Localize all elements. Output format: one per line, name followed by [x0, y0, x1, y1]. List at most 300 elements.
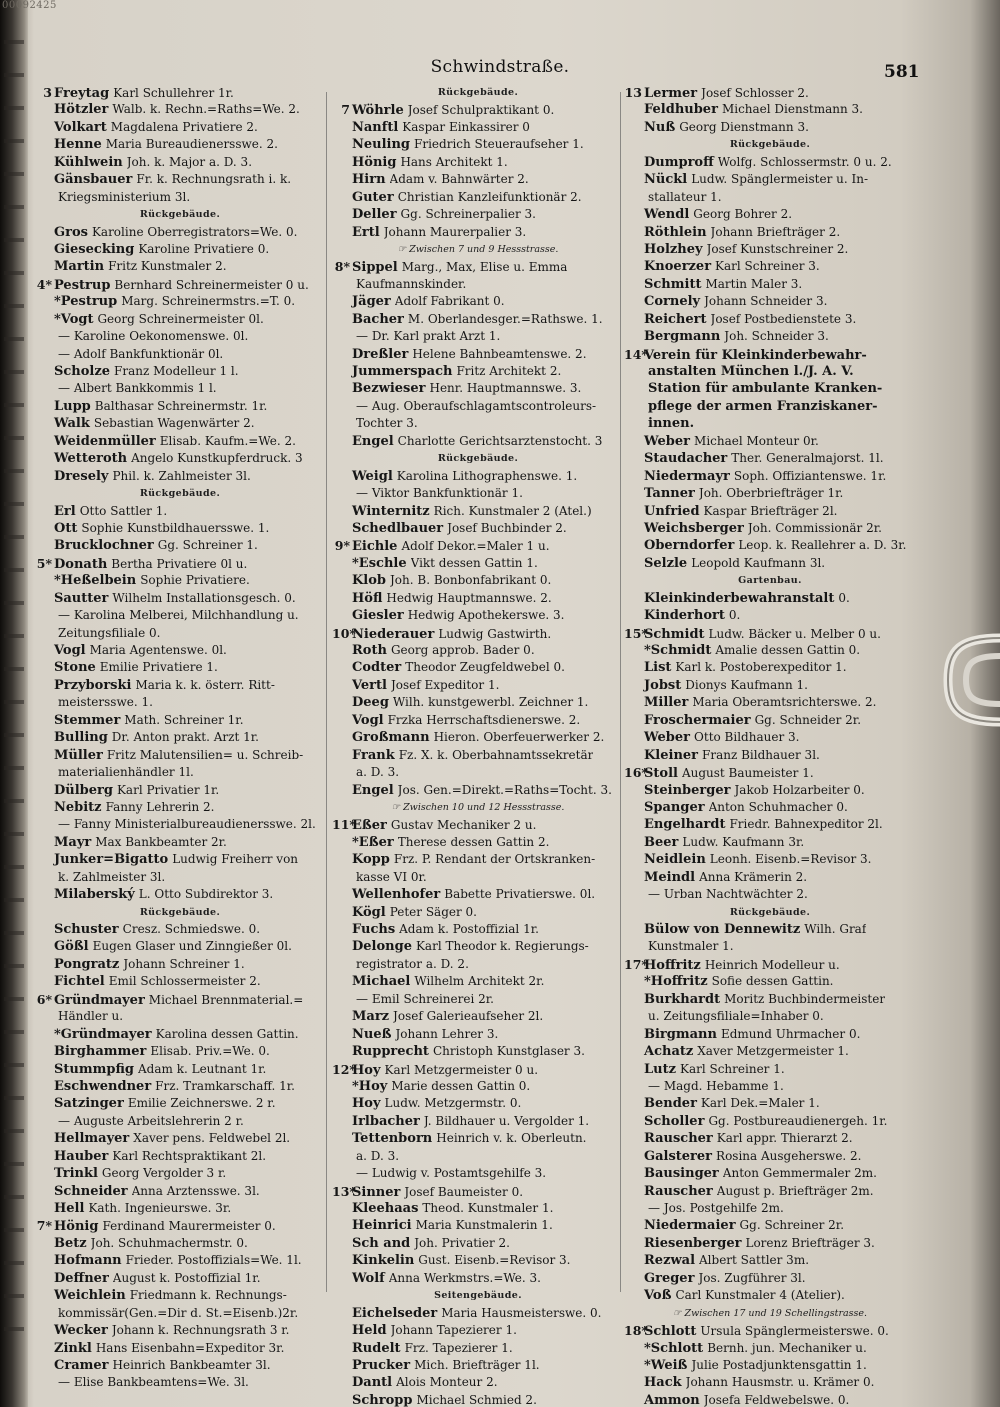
resident-details: Karl Schullehrer 1r.	[113, 86, 234, 100]
house-number: 7*	[36, 1218, 52, 1234]
resident-details: Karl Theodor k. Regierungs-	[415, 939, 589, 954]
resident-details: Peter Säger 0.	[389, 904, 477, 919]
resident-details: Josef Expeditor 1.	[390, 677, 500, 692]
directory-column-3	[624, 84, 916, 1407]
resident-details: Eugen Glaser und Zinngießer 0l.	[92, 939, 292, 954]
resident-details: Jakob Holzarbeiter 0.	[734, 782, 865, 797]
resident-surname: Reichert	[644, 311, 707, 327]
resident-surname: Trinkl	[54, 1166, 98, 1182]
directory-entry	[624, 1322, 916, 1339]
household-member-line	[34, 607, 326, 624]
directory-entry	[332, 171, 624, 188]
resident-details: 0.	[728, 608, 741, 623]
directory-entry	[332, 747, 624, 764]
resident-surname: Brucklochner	[54, 538, 154, 554]
resident-surname: Dreßler	[352, 346, 409, 362]
resident-details: Georg Schreinermeister 0l.	[97, 311, 264, 326]
resident-surname: Hoy	[352, 1062, 381, 1078]
continuation-line	[332, 415, 624, 432]
directory-entry	[624, 1183, 916, 1200]
resident-details: Friedr. Bahnexpeditor 2l.	[729, 817, 883, 832]
edge-mark	[4, 997, 24, 1001]
resident-details: Josef Kunstschreiner 2.	[706, 241, 849, 256]
directory-entry	[34, 590, 326, 607]
resident-surname: *Vogt	[54, 311, 94, 327]
directory-entry	[332, 642, 624, 659]
resident-details: Frzka Herrschaftsdienerswe. 2.	[387, 712, 581, 727]
edge-mark	[4, 304, 24, 308]
continuation-line	[624, 398, 916, 415]
directory-entry	[624, 468, 916, 485]
directory-entry	[34, 363, 326, 380]
resident-surname: *Heßelbein	[54, 573, 137, 589]
cross-street-text: ☞ Zwischen 10 und 12 Hessstrasse.	[391, 801, 565, 813]
resident-details: Michael Dienstmann 3.	[721, 102, 863, 117]
resident-details: Sophie Kunstbildhauersswe. 1.	[81, 520, 270, 535]
resident-surname: Sinner	[352, 1184, 401, 1200]
resident-surname: *Eschle	[352, 555, 407, 571]
directory-entry	[332, 293, 624, 310]
directory-entry	[624, 729, 916, 746]
directory-entry	[624, 206, 916, 223]
directory-entry	[624, 1130, 916, 1147]
resident-surname: Hoy	[352, 1096, 381, 1112]
resident-details: Ludwig Freiherr von	[172, 852, 299, 867]
directory-entry	[332, 189, 624, 206]
directory-entry	[34, 834, 326, 851]
directory-entry	[34, 1148, 326, 1165]
resident-details: Adolf Dekor.=Maler 1 u.	[401, 539, 550, 554]
resident-surname: Junker=Bigatto	[54, 852, 169, 868]
resident-surname: Winternitz	[352, 503, 430, 519]
household-member-line	[332, 328, 624, 345]
house-number: 13*	[332, 1183, 356, 1199]
resident-details: Gustav Mechaniker 2 u.	[390, 818, 537, 833]
resident-details: Rich. Kunstmaler 2 (Atel.)	[433, 503, 592, 518]
directory-entry	[34, 921, 326, 938]
directory-entry	[332, 1392, 624, 1407]
resident-details: 0.	[838, 590, 850, 605]
edge-mark	[4, 766, 24, 770]
directory-entry	[34, 1165, 326, 1182]
section-heading-text: Rückgebäude.	[139, 488, 221, 500]
resident-surname: Oberndorfer	[644, 538, 735, 554]
entry-text: — Urban Nachtwächter 2.	[648, 887, 808, 902]
resident-surname: Dülberg	[54, 782, 113, 798]
directory-entry	[34, 1200, 326, 1217]
directory-entry	[624, 799, 916, 816]
resident-details: Johann Schneider 3.	[704, 294, 828, 309]
page-number: 581	[884, 62, 920, 82]
section-heading	[34, 206, 326, 223]
section-heading-text: Rückgebäude.	[729, 906, 811, 918]
resident-details: Johann k. Rechnungsrath 3 r.	[111, 1323, 290, 1338]
resident-details: Fritz Architekt 2.	[456, 364, 562, 378]
directory-entry	[624, 1235, 916, 1252]
resident-surname: Rauscher	[644, 1183, 713, 1199]
resident-surname: Hönig	[352, 154, 397, 170]
directory-entry	[34, 1130, 326, 1147]
resident-surname: Hirn	[352, 172, 386, 188]
directory-entry	[332, 346, 624, 363]
resident-surname: Kühlwein	[54, 154, 123, 170]
resident-details: Edmund Uhrmacher 0.	[720, 1026, 861, 1041]
resident-surname: Staudacher	[644, 451, 728, 467]
directory-entry	[332, 154, 624, 171]
entry-text: Kunstmaler 1.	[648, 939, 734, 954]
directory-entry	[332, 537, 624, 554]
household-member-line	[332, 991, 624, 1008]
resident-details: Maria Hausmeisterswe. 0.	[441, 1305, 602, 1320]
resident-details: Wilh. Graf	[804, 922, 867, 936]
directory-entry	[332, 729, 624, 746]
resident-details: Karl Rechtspraktikant 2l.	[112, 1148, 267, 1163]
resident-details: Fritz Kunstmaler 2.	[108, 259, 227, 274]
resident-surname: Wendl	[644, 207, 690, 223]
cross-street-note	[332, 799, 624, 816]
house-number: 17*	[624, 956, 648, 972]
directory-entry	[624, 782, 916, 799]
directory-entry	[34, 154, 326, 171]
resident-surname: Tettenborn	[352, 1131, 433, 1147]
resident-surname: Jummerspach	[352, 364, 453, 379]
directory-entry	[34, 851, 326, 868]
entry-text: kommissär(Gen.=Dir d. St.=Eisenb.)2r.	[58, 1305, 299, 1320]
entry-text: a. D. 3.	[356, 1148, 400, 1163]
directory-entry	[332, 433, 624, 450]
continuation-line	[332, 276, 624, 293]
resident-surname: Neuling	[352, 137, 411, 153]
resident-details: Soph. Offiziantenswe. 1r.	[733, 468, 887, 483]
directory-entry	[624, 973, 916, 990]
edge-mark	[4, 964, 24, 968]
directory-entry	[624, 450, 916, 467]
entry-text: a. D. 3.	[356, 765, 400, 780]
directory-entry	[332, 1235, 624, 1252]
resident-surname: Sautter	[54, 590, 109, 606]
resident-details: Gg. Schreiner 2r.	[739, 1218, 845, 1233]
directory-entry	[624, 642, 916, 659]
resident-surname: Sch and	[352, 1235, 411, 1251]
edge-mark	[4, 436, 24, 440]
resident-surname: Müller	[54, 747, 103, 763]
resident-details: Emilie Privatiere 1.	[99, 660, 218, 675]
resident-surname: Codter	[352, 660, 402, 676]
resident-surname: Zinkl	[54, 1340, 92, 1356]
directory-entry	[34, 555, 326, 572]
continuation-line	[34, 694, 326, 711]
resident-details: Alois Monteur 2.	[396, 1375, 498, 1390]
edge-mark	[4, 1327, 24, 1331]
resident-surname: *Gründmayer	[54, 1026, 152, 1042]
resident-surname: Spanger	[644, 799, 705, 815]
directory-entry	[34, 1026, 326, 1043]
directory-entry	[332, 206, 624, 223]
house-number: 13	[624, 85, 642, 100]
directory-entry	[624, 503, 916, 520]
edge-mark	[4, 733, 24, 737]
resident-surname: Jäger	[352, 294, 391, 310]
entry-text: anstalten München l./J. A. V.	[648, 364, 854, 379]
directory-entry	[34, 973, 326, 990]
directory-entry	[332, 904, 624, 921]
edge-mark	[4, 172, 24, 176]
resident-details: Kaspar Briefträger 2l.	[703, 503, 838, 518]
resident-details: Otto Bildhauer 3.	[694, 730, 800, 745]
directory-entry	[34, 258, 326, 275]
resident-details: Maria Oberamtsrichterswe. 2.	[692, 695, 877, 710]
household-member-line	[34, 816, 326, 833]
resident-surname: Miller	[644, 695, 689, 711]
resident-details: Marg. Schreinermstrs.=T. 0.	[121, 294, 296, 309]
resident-details: Moritz Buchbindermeister	[724, 991, 886, 1006]
directory-entry	[34, 1061, 326, 1078]
house-number: 16*	[624, 765, 648, 781]
entry-text: k. Zahlmeister 3l.	[58, 869, 166, 884]
directory-entry	[332, 224, 624, 241]
continuation-line	[624, 938, 916, 955]
directory-entry	[34, 241, 326, 258]
resident-surname: Kopp	[352, 852, 390, 868]
resident-surname: Tanner	[644, 486, 695, 502]
edge-mark	[4, 535, 24, 539]
directory-entry	[624, 520, 916, 537]
resident-details: Joh. Oberbriefträger 1r.	[698, 486, 844, 501]
entry-text: kasse VI 0r.	[356, 869, 427, 884]
resident-surname: Selzle	[644, 555, 688, 571]
directory-entry	[624, 712, 916, 729]
resident-details: Hedwig Hauptmannswe. 2.	[386, 590, 552, 605]
resident-details: Sebastian Wagenwärter 2.	[93, 416, 255, 431]
continuation-line	[332, 764, 624, 781]
entry-text: — Elise Bankbeamtens=We. 3l.	[58, 1375, 249, 1390]
resident-surname: Weber	[644, 730, 691, 746]
entry-text: meistersswe. 1.	[58, 695, 153, 710]
directory-entry	[34, 1078, 326, 1095]
resident-surname: Eichle	[352, 539, 398, 555]
resident-surname: Dumproff	[644, 154, 714, 170]
resident-surname: Mayr	[54, 834, 92, 850]
directory-entry	[332, 607, 624, 624]
resident-details: Hans Architekt 1.	[400, 154, 508, 169]
resident-details: Josef Buchbinder 2.	[447, 520, 567, 535]
resident-details: Fanny Lehrerin 2.	[105, 799, 215, 814]
directory-column-1	[34, 84, 326, 1392]
resident-details: Ludw. Bäcker u. Melber 0 u.	[708, 626, 881, 641]
continuation-line	[624, 1008, 916, 1025]
entry-text: — Viktor Bankfunktionär 1.	[356, 486, 523, 501]
resident-details: Helene Bahnbeamtenswe. 2.	[412, 346, 587, 361]
resident-surname: Weigl	[352, 468, 393, 484]
directory-entry	[624, 485, 916, 502]
resident-surname: Holzhey	[644, 241, 703, 257]
resident-details: Maria Kunstmalerin 1.	[415, 1218, 553, 1233]
resident-surname: Irlbacher	[352, 1113, 420, 1129]
resident-details: Lorenz Briefträger 3.	[745, 1235, 875, 1250]
resident-surname: Volkart	[54, 119, 107, 135]
resident-surname: Meindl	[644, 869, 696, 885]
household-member-line	[332, 1165, 624, 1182]
resident-details: Theod. Kunstmaler 1.	[422, 1201, 554, 1215]
resident-surname: Schneider	[54, 1183, 128, 1199]
directory-entry	[34, 1322, 326, 1339]
edge-mark	[4, 1228, 24, 1232]
resident-details: Maria Agentenswe. 0l.	[89, 643, 227, 657]
resident-surname: Niederauer	[352, 626, 435, 642]
resident-surname: Bergmann	[644, 329, 721, 345]
resident-details: Ludw. Spänglermeister u. In-	[691, 172, 869, 187]
resident-surname: Hönig	[54, 1219, 99, 1235]
resident-surname: Nueß	[352, 1026, 392, 1042]
resident-surname: *Weiß	[644, 1357, 688, 1373]
continuation-line	[34, 1008, 326, 1025]
entry-text: — Albert Bankkommis 1 l.	[58, 381, 217, 396]
resident-surname: Riesenberger	[644, 1235, 742, 1251]
house-number: 3	[43, 85, 52, 100]
resident-details: Anna Werkmstrs.=We. 3.	[388, 1270, 541, 1285]
edge-mark	[4, 898, 24, 902]
resident-surname: Burkhardt	[644, 991, 721, 1007]
continuation-line	[34, 189, 326, 206]
resident-details: Wilhelm Installationsgesch. 0.	[112, 590, 296, 605]
house-number: 10*	[332, 625, 356, 641]
resident-surname: Betz	[54, 1235, 87, 1251]
resident-details: Ludw. Metzgermstr. 0.	[384, 1096, 522, 1111]
directory-entry	[332, 782, 624, 799]
resident-details: Jos. Gen.=Direkt.=Raths=Tocht. 3.	[397, 782, 612, 797]
resident-surname: Weichlein	[54, 1288, 126, 1304]
house-number: 9*	[334, 538, 350, 554]
resident-details: Karl Schreiner 3.	[715, 259, 820, 274]
resident-surname: Nebitz	[54, 799, 102, 815]
directory-entry	[624, 1095, 916, 1112]
edge-mark	[4, 700, 24, 704]
resident-surname: Achatz	[644, 1044, 694, 1060]
edge-mark	[4, 865, 24, 869]
resident-surname: Giesecking	[54, 241, 135, 257]
resident-details: Adam v. Bahnwärter 2.	[389, 172, 529, 187]
directory-entry	[34, 1095, 326, 1112]
entry-text: registrator a. D. 2.	[356, 956, 469, 971]
directory-entry	[332, 1357, 624, 1374]
resident-surname: Held	[352, 1323, 387, 1339]
continuation-line	[332, 956, 624, 973]
scan-id: 00092425	[2, 0, 57, 11]
directory-entry	[624, 659, 916, 676]
continuation-line	[624, 363, 916, 380]
resident-details: Therese dessen Gattin 2.	[397, 834, 550, 849]
directory-entry	[34, 468, 326, 485]
resident-details: Sofie dessen Gattin.	[711, 974, 834, 989]
directory-entry	[332, 1130, 624, 1147]
resident-details: Christoph Kunstglaser 3.	[432, 1044, 585, 1059]
resident-surname: Unfried	[644, 503, 700, 519]
resident-details: Magdalena Privatiere 2.	[110, 119, 258, 134]
resident-surname: Milaberský	[54, 887, 135, 903]
continuation-line	[332, 1148, 624, 1165]
section-heading	[34, 485, 326, 502]
continuation-line	[624, 415, 916, 432]
directory-entry	[34, 293, 326, 310]
resident-details: Marie dessen Gattin 0.	[391, 1078, 531, 1093]
section-heading-text: Rückgebäude.	[437, 87, 519, 98]
directory-entry	[332, 1340, 624, 1357]
resident-surname: Feldhuber	[644, 102, 718, 118]
resident-surname: Hötzler	[54, 102, 109, 118]
entry-text: — Jos. Postgehilfe 2m.	[648, 1201, 784, 1215]
resident-details: Leopold Kaufmann 3l.	[691, 555, 826, 570]
household-member-line	[332, 485, 624, 502]
resident-details: Bernhard Schreinermeister 0 u.	[114, 277, 309, 292]
directory-entry	[624, 1026, 916, 1043]
resident-details: Karl Privatier 1r.	[116, 782, 220, 797]
resident-details: Michael Brennmaterial.=	[148, 992, 304, 1007]
household-member-line	[332, 398, 624, 415]
directory-entry	[332, 1322, 624, 1339]
directory-entry	[624, 293, 916, 310]
directory-entry	[34, 677, 326, 694]
directory-entry	[332, 572, 624, 589]
directory-entry	[34, 1043, 326, 1060]
resident-surname: Verein für Kleinkinderbewahr-	[644, 347, 867, 363]
resident-details: Georg approb. Bader 0.	[390, 643, 535, 657]
resident-surname: Lupp	[54, 398, 91, 414]
resident-details: Karolina dessen Gattin.	[155, 1026, 299, 1041]
resident-details: Leonh. Eisenb.=Revisor 3.	[709, 852, 872, 867]
resident-details: Anna Arztensswe. 3l.	[131, 1183, 260, 1198]
resident-details: Theodor Zeugfeldwebel 0.	[405, 660, 565, 675]
resident-surname: Gründmayer	[54, 992, 145, 1008]
directory-entry	[624, 311, 916, 328]
resident-details: Sophie Privatiere.	[140, 573, 250, 588]
directory-entry	[34, 642, 326, 659]
house-number: 5*	[36, 555, 52, 571]
resident-details: Kaspar Einkassirer 0	[402, 119, 530, 134]
resident-details: Adam k. Leutnant 1r.	[138, 1061, 267, 1076]
resident-details: Christian Kanzleifunktionär 2.	[397, 189, 582, 204]
section-heading	[624, 572, 916, 589]
directory-entry	[624, 834, 916, 851]
directory-entry	[624, 276, 916, 293]
section-heading	[34, 904, 326, 921]
resident-surname: Ertl	[352, 224, 380, 240]
directory-entry	[624, 747, 916, 764]
directory-entry	[624, 1357, 916, 1374]
resident-surname: Marz	[352, 1009, 390, 1025]
resident-surname: Galsterer	[644, 1148, 713, 1164]
entry-text: — Auguste Arbeitslehrerin 2 r.	[58, 1113, 244, 1128]
directory-entry	[332, 555, 624, 572]
edge-mark	[4, 667, 24, 671]
resident-details: Frz. P. Rendant der Ortskranken-	[393, 852, 596, 867]
entry-text: stallateur 1.	[648, 189, 722, 204]
continuation-line	[34, 869, 326, 886]
resident-details: Jos. Zugführer 3l.	[698, 1270, 806, 1285]
resident-surname: Kleinkinderbewahranstalt	[644, 590, 835, 606]
resident-details: Karl Metzgermeister 0 u.	[384, 1062, 539, 1077]
resident-details: Xaver pens. Feldwebel 2l.	[133, 1131, 291, 1146]
resident-surname: Donath	[54, 556, 108, 572]
entry-text: Zeitungsfiliale 0.	[58, 625, 161, 640]
directory-entry	[34, 991, 326, 1008]
entry-text: — Magd. Hebamme 1.	[648, 1078, 784, 1093]
directory-entry	[332, 938, 624, 955]
directory-entry	[34, 659, 326, 676]
household-member-line	[624, 1078, 916, 1095]
resident-surname: Niedermaier	[644, 1218, 736, 1234]
directory-entry	[34, 537, 326, 554]
directory-entry	[624, 991, 916, 1008]
